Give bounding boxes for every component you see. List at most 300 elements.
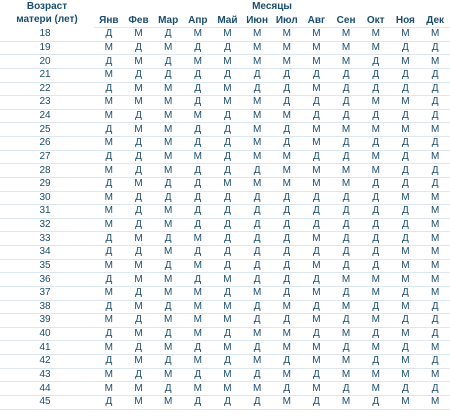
gender-cell: Д	[124, 191, 154, 205]
gender-cell: М	[331, 41, 361, 55]
gender-cell: Д	[420, 137, 450, 151]
gender-cell: Д	[272, 205, 302, 219]
gender-cell: Д	[420, 41, 450, 55]
age-header-line1: Возраст	[26, 1, 68, 12]
gender-cell: Д	[183, 273, 213, 287]
gender-cell: Д	[361, 327, 391, 341]
gender-cell: Д	[94, 123, 124, 137]
age-cell: 29	[0, 177, 94, 191]
age-cell: 35	[0, 259, 94, 273]
age-cell: 24	[0, 109, 94, 123]
table-row	[0, 300, 450, 314]
gender-cell: Д	[242, 300, 272, 314]
gender-cell: М	[391, 259, 421, 273]
gender-cell: Д	[242, 68, 272, 82]
table-row	[0, 314, 450, 328]
gender-cell: Д	[213, 355, 243, 369]
gender-cell: Д	[124, 109, 154, 123]
gender-cell: М	[361, 123, 391, 137]
gender-cell: М	[183, 286, 213, 300]
age-cell: 33	[0, 232, 94, 246]
gender-cell: М	[242, 96, 272, 110]
gender-cell: Д	[361, 355, 391, 369]
gender-cell: Д	[242, 395, 272, 409]
gender-cell: М	[213, 55, 243, 69]
table-row	[0, 355, 450, 369]
gender-cell: Д	[124, 286, 154, 300]
gender-cell: М	[213, 300, 243, 314]
gender-cell: Д	[391, 41, 421, 55]
gender-cell: М	[302, 123, 332, 137]
gender-cell: М	[420, 341, 450, 355]
gender-cell: М	[124, 273, 154, 287]
gender-cell: Д	[361, 55, 391, 69]
gender-cell: Д	[420, 355, 450, 369]
gender-cell: М	[213, 82, 243, 96]
gender-cell: Д	[124, 68, 154, 82]
gender-cell: Д	[361, 300, 391, 314]
gender-cell: Д	[331, 82, 361, 96]
gender-cell: Д	[242, 82, 272, 96]
gender-cell: Д	[272, 382, 302, 396]
gender-cell: М	[153, 273, 183, 287]
gender-cell: Д	[302, 368, 332, 382]
gender-cell: М	[94, 286, 124, 300]
gender-cell: Д	[391, 341, 421, 355]
table-row	[0, 232, 450, 246]
gender-cell: М	[183, 109, 213, 123]
months-header: Месяцы	[252, 1, 292, 12]
gender-cell: Д	[391, 68, 421, 82]
gender-cell: Д	[183, 246, 213, 260]
gender-cell: М	[331, 327, 361, 341]
month-header-1: Фев	[124, 14, 154, 28]
table-row	[0, 137, 450, 151]
gender-cell: Д	[272, 191, 302, 205]
gender-cell: Д	[242, 314, 272, 328]
gender-cell: М	[361, 164, 391, 178]
gender-cell: Д	[242, 368, 272, 382]
gender-cell: Д	[361, 395, 391, 409]
gender-cell: М	[272, 300, 302, 314]
table-row	[0, 123, 450, 137]
gender-cell: М	[153, 41, 183, 55]
age-cell: 44	[0, 382, 94, 396]
gender-cell: М	[183, 382, 213, 396]
gender-cell: Д	[420, 96, 450, 110]
gender-cell: М	[242, 109, 272, 123]
gender-cell: Д	[331, 150, 361, 164]
gender-cell: Д	[361, 232, 391, 246]
gender-cell: Д	[153, 259, 183, 273]
gender-cell: Д	[213, 246, 243, 260]
gender-cell: М	[302, 341, 332, 355]
gender-cell: М	[153, 395, 183, 409]
gender-cell: М	[361, 273, 391, 287]
gender-cell: Д	[302, 218, 332, 232]
gender-cell: М	[183, 55, 213, 69]
gender-cell: Д	[331, 205, 361, 219]
gender-cell: М	[302, 232, 332, 246]
gender-cell: Д	[361, 82, 391, 96]
gender-cell: М	[213, 177, 243, 191]
gender-cell: Д	[242, 341, 272, 355]
gender-cell: Д	[213, 137, 243, 151]
gender-cell: М	[302, 177, 332, 191]
gender-cell: М	[331, 355, 361, 369]
month-header-2: Мар	[153, 14, 183, 28]
gender-cell: М	[124, 382, 154, 396]
gender-cell: М	[391, 96, 421, 110]
gender-cell: М	[124, 300, 154, 314]
gender-cell: М	[272, 41, 302, 55]
gender-cell: Д	[302, 150, 332, 164]
gender-cell: Д	[302, 327, 332, 341]
age-cell: 23	[0, 96, 94, 110]
gender-cell: М	[124, 259, 154, 273]
gender-cell: М	[213, 368, 243, 382]
gender-cell: М	[302, 355, 332, 369]
gender-cell: Д	[331, 96, 361, 110]
gender-cell: М	[183, 28, 213, 42]
gender-cell: Д	[183, 41, 213, 55]
gender-cell: М	[213, 273, 243, 287]
gender-cell: Д	[391, 232, 421, 246]
gender-cell: Д	[94, 55, 124, 69]
gender-cell: М	[183, 300, 213, 314]
gender-cell: Д	[153, 355, 183, 369]
month-header-6: Июл	[272, 14, 302, 28]
gender-cell: М	[94, 137, 124, 151]
gender-cell: М	[272, 368, 302, 382]
table-row	[0, 191, 450, 205]
gender-cell: Д	[153, 55, 183, 69]
table-row	[0, 286, 450, 300]
age-cell: 20	[0, 55, 94, 69]
gender-cell: Д	[272, 68, 302, 82]
gender-cell: Д	[391, 218, 421, 232]
gender-cell: М	[153, 150, 183, 164]
gender-cell: Д	[272, 232, 302, 246]
age-cell: 26	[0, 137, 94, 151]
gender-cell: Д	[420, 327, 450, 341]
gender-cell: Д	[183, 341, 213, 355]
gender-cell: Д	[272, 259, 302, 273]
gender-cell: Д	[331, 68, 361, 82]
gender-cell: Д	[361, 137, 391, 151]
gender-cell: Д	[183, 82, 213, 96]
gender-cell: М	[272, 164, 302, 178]
age-cell: 22	[0, 82, 94, 96]
gender-cell: М	[213, 341, 243, 355]
age-cell: 34	[0, 246, 94, 260]
gender-cell: М	[391, 327, 421, 341]
gender-cell: Д	[213, 191, 243, 205]
gender-cell: М	[272, 395, 302, 409]
age-cell: 31	[0, 205, 94, 219]
gender-cell: М	[272, 341, 302, 355]
gender-cell: Д	[213, 232, 243, 246]
table-row	[0, 96, 450, 110]
month-header-5: Июн	[242, 14, 272, 28]
gender-cell: Д	[361, 246, 391, 260]
gender-cell: Д	[124, 41, 154, 55]
table-row	[0, 177, 450, 191]
gender-cell: М	[331, 300, 361, 314]
gender-cell: М	[302, 382, 332, 396]
age-cell: 38	[0, 300, 94, 314]
gender-cell: Д	[124, 164, 154, 178]
gender-cell: М	[242, 137, 272, 151]
gender-cell: Д	[94, 232, 124, 246]
table-row	[0, 341, 450, 355]
gender-cell: Д	[420, 382, 450, 396]
gender-cell: М	[94, 191, 124, 205]
month-header-3: Апр	[183, 14, 213, 28]
gender-cell: Д	[272, 273, 302, 287]
gender-cell: М	[361, 286, 391, 300]
gender-cell: М	[391, 395, 421, 409]
table-row	[0, 382, 450, 396]
gender-cell: М	[124, 123, 154, 137]
gender-cell: М	[420, 286, 450, 300]
gender-cell: Д	[153, 177, 183, 191]
age-cell: 30	[0, 191, 94, 205]
gender-cell: Д	[420, 177, 450, 191]
gender-cell: Д	[213, 395, 243, 409]
gender-cell: Д	[183, 177, 213, 191]
gender-cell: Д	[391, 286, 421, 300]
table-row	[0, 164, 450, 178]
gender-cell: М	[391, 191, 421, 205]
gender-cell: Д	[331, 137, 361, 151]
gender-cell: М	[391, 246, 421, 260]
gender-cell: Д	[242, 191, 272, 205]
gender-cell: Д	[124, 341, 154, 355]
gender-cell: М	[331, 368, 361, 382]
gender-cell: М	[213, 96, 243, 110]
gender-cell: М	[153, 341, 183, 355]
gender-cell: М	[242, 382, 272, 396]
gender-cell: М	[183, 259, 213, 273]
gender-cell: Д	[124, 205, 154, 219]
gender-cell: М	[153, 109, 183, 123]
gender-cell: Д	[183, 123, 213, 137]
gender-cell: Д	[302, 96, 332, 110]
month-header-0: Янв	[94, 14, 124, 28]
gender-cell: Д	[153, 28, 183, 42]
gender-cell: Д	[391, 109, 421, 123]
age-cell: 21	[0, 68, 94, 82]
table-row	[0, 205, 450, 219]
age-column-header	[0, 0, 94, 28]
gender-cell: М	[124, 232, 154, 246]
gender-cell: Д	[302, 395, 332, 409]
gender-cell: М	[361, 382, 391, 396]
gender-cell: Д	[183, 164, 213, 178]
gender-cell: М	[420, 232, 450, 246]
gender-cell: Д	[272, 82, 302, 96]
gender-cell: Д	[420, 164, 450, 178]
gender-cell: М	[242, 286, 272, 300]
gender-cell: Д	[420, 82, 450, 96]
table-row	[0, 218, 450, 232]
gender-cell: М	[302, 314, 332, 328]
gender-cell: М	[183, 327, 213, 341]
gender-cell: Д	[302, 68, 332, 82]
gender-cell: Д	[272, 286, 302, 300]
gender-cell: М	[391, 123, 421, 137]
gender-cell: М	[391, 28, 421, 42]
age-cell: 39	[0, 314, 94, 328]
gender-cell: М	[94, 41, 124, 55]
gender-cell: М	[302, 28, 332, 42]
gender-cell: М	[94, 368, 124, 382]
gender-cell: М	[302, 55, 332, 69]
age-cell: 36	[0, 273, 94, 287]
gender-cell: Д	[242, 164, 272, 178]
gender-cell: Д	[213, 68, 243, 82]
gender-cell: М	[420, 55, 450, 69]
gender-cell: Д	[153, 382, 183, 396]
gender-cell: М	[272, 150, 302, 164]
gender-cell: Д	[361, 259, 391, 273]
gender-cell: Д	[183, 395, 213, 409]
gender-cell: М	[183, 150, 213, 164]
gender-cell: М	[361, 341, 391, 355]
gender-cell: Д	[391, 205, 421, 219]
gender-cell: М	[391, 55, 421, 69]
gender-cell: Д	[213, 218, 243, 232]
gender-cell: М	[331, 395, 361, 409]
gender-cell: Д	[391, 164, 421, 178]
gender-cell: Д	[94, 150, 124, 164]
gender-cell: М	[213, 382, 243, 396]
gender-cell: Д	[94, 177, 124, 191]
gender-cell: М	[242, 327, 272, 341]
gender-cell: М	[94, 382, 124, 396]
gender-cell: Д	[124, 314, 154, 328]
gender-cell: Д	[242, 232, 272, 246]
gender-cell: М	[361, 368, 391, 382]
gender-cell: Д	[272, 314, 302, 328]
age-cell: 45	[0, 395, 94, 409]
gender-cell: Д	[183, 137, 213, 151]
gender-cell: М	[302, 41, 332, 55]
gender-cell: Д	[272, 355, 302, 369]
gender-cell: М	[124, 355, 154, 369]
gender-cell: М	[331, 177, 361, 191]
gender-cell: Д	[213, 123, 243, 137]
gender-cell: Д	[94, 246, 124, 260]
gender-cell: Д	[242, 205, 272, 219]
gender-cell: М	[94, 164, 124, 178]
table-body	[0, 28, 450, 410]
gender-cell: М	[420, 218, 450, 232]
table-row	[0, 150, 450, 164]
gender-cell: Д	[94, 82, 124, 96]
gender-cell: М	[391, 300, 421, 314]
gender-cell: М	[420, 150, 450, 164]
gender-cell: Д	[420, 68, 450, 82]
gender-cell: Д	[183, 68, 213, 82]
gender-cell: Д	[361, 218, 391, 232]
gender-cell: М	[391, 355, 421, 369]
table-row	[0, 68, 450, 82]
gender-cell: Д	[331, 191, 361, 205]
age-cell: 28	[0, 164, 94, 178]
gender-cell: М	[124, 82, 154, 96]
gender-cell: Д	[242, 259, 272, 273]
gender-cell: М	[242, 123, 272, 137]
gender-cell: Д	[213, 327, 243, 341]
gender-cell: М	[420, 191, 450, 205]
table-row	[0, 109, 450, 123]
gender-cell: М	[331, 273, 361, 287]
gender-cell: Д	[391, 137, 421, 151]
gender-cell: М	[361, 96, 391, 110]
gender-cell: М	[153, 218, 183, 232]
gender-cell: Д	[272, 246, 302, 260]
gender-cell: Д	[94, 273, 124, 287]
gender-cell: Д	[124, 368, 154, 382]
gender-cell: М	[124, 177, 154, 191]
gender-cell: М	[391, 273, 421, 287]
gender-cell: М	[272, 55, 302, 69]
gender-cell: М	[124, 55, 154, 69]
gender-cell: Д	[331, 314, 361, 328]
gender-cell: Д	[213, 259, 243, 273]
table-row	[0, 327, 450, 341]
gender-cell: Д	[124, 150, 154, 164]
gender-cell: Д	[302, 205, 332, 219]
gender-cell: Д	[94, 327, 124, 341]
gender-cell: Д	[361, 205, 391, 219]
gender-cell: Д	[124, 137, 154, 151]
gender-cell: Д	[331, 218, 361, 232]
gender-cell: М	[331, 164, 361, 178]
age-cell: 41	[0, 341, 94, 355]
gender-cell: Д	[272, 137, 302, 151]
gender-cell: М	[420, 28, 450, 42]
gender-cell: М	[153, 82, 183, 96]
age-cell: 25	[0, 123, 94, 137]
gender-cell: Д	[391, 382, 421, 396]
gender-cell: Д	[94, 395, 124, 409]
gender-cell: М	[94, 68, 124, 82]
gender-cell: М	[153, 205, 183, 219]
gender-cell: М	[302, 286, 332, 300]
gender-cell: М	[361, 314, 391, 328]
gender-cell: М	[153, 314, 183, 328]
table-row	[0, 395, 450, 409]
gender-cell: Д	[302, 273, 332, 287]
gender-cell: М	[420, 368, 450, 382]
gender-cell: Д	[331, 382, 361, 396]
gender-cell: М	[153, 123, 183, 137]
gender-cell: М	[124, 327, 154, 341]
table-row	[0, 55, 450, 69]
gender-cell: Д	[272, 123, 302, 137]
gender-cell: Д	[213, 41, 243, 55]
gender-cell: Д	[153, 191, 183, 205]
gender-cell: М	[420, 123, 450, 137]
month-header-8: Сен	[331, 14, 361, 28]
gender-cell: М	[242, 150, 272, 164]
gender-cell: Д	[94, 300, 124, 314]
gender-cell: М	[153, 246, 183, 260]
gender-cell: М	[153, 96, 183, 110]
